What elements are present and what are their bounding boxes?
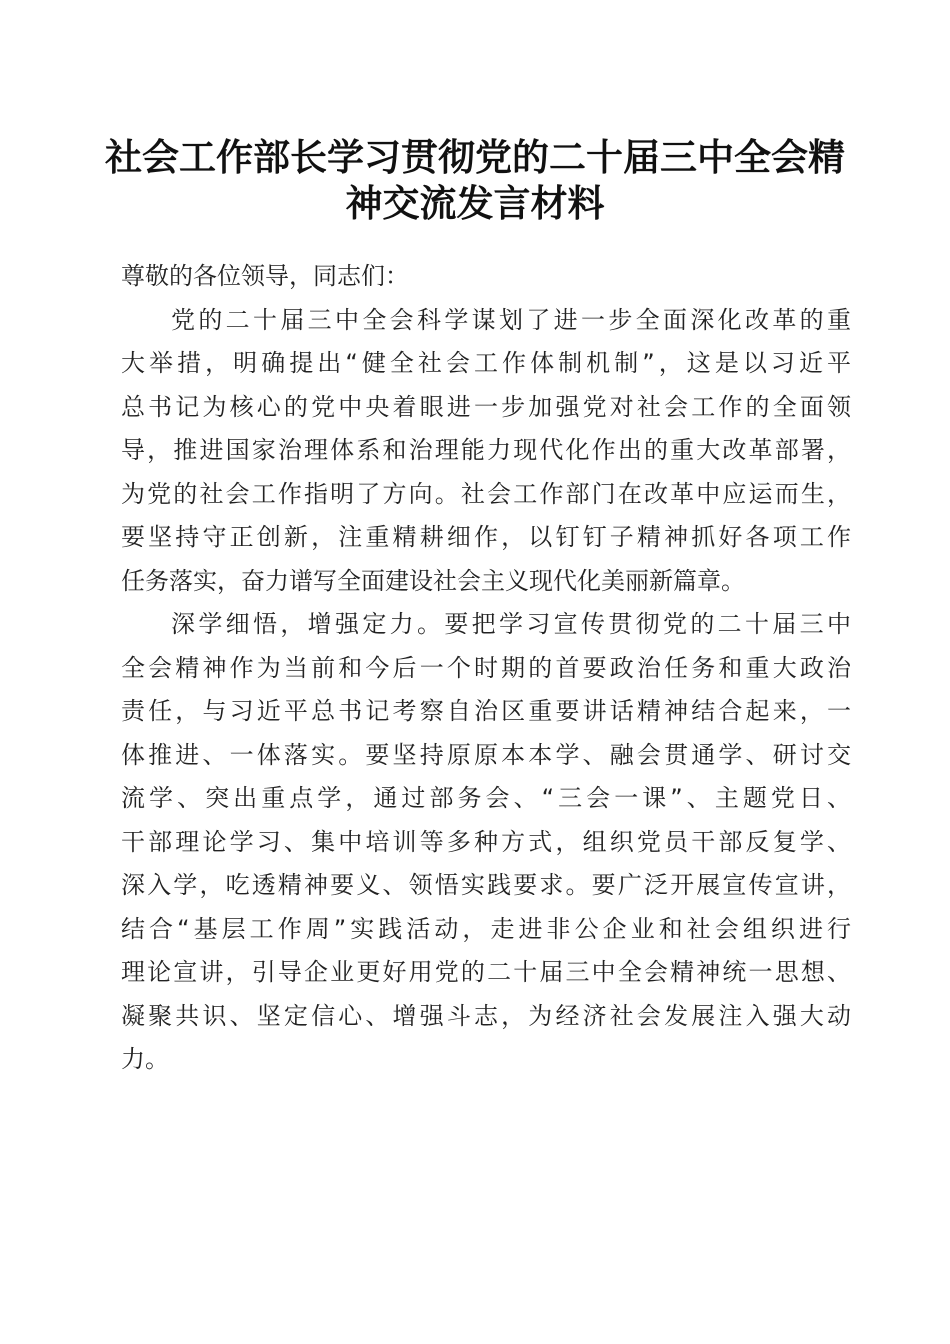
title-line-2: 神交流发言材料	[345, 181, 605, 225]
paragraph-line: 结合“基层工作周”实践活动，走进非公企业和社会组织进行	[121, 914, 851, 943]
paragraph-line: 深入学，吃透精神要义、领悟实践要求。要广泛开展宣传宣讲，	[121, 871, 851, 899]
paragraph-line: 深学细悟，增强定力。要把学习宣传贯彻党的二十届三中	[171, 610, 851, 638]
paragraph-2	[121, 603, 851, 1082]
paragraph-line: 要坚持守正创新，注重精耕细作，以钉钉子精神抓好各项工作	[121, 523, 851, 551]
paragraph-line: 体推进、一体落实。要坚持原原本本学、融会贯通学、研讨交	[121, 740, 851, 769]
paragraph-line: 全会精神作为当前和今后一个时期的首要政治任务和重大政治	[121, 653, 851, 682]
document-body	[121, 255, 851, 1082]
paragraph-line: 理论宣讲，引导企业更好用党的二十届三中全会精神统一思想、	[121, 958, 851, 986]
paragraph-1	[121, 299, 851, 604]
document-title	[100, 134, 850, 226]
paragraph-line: 总书记为核心的党中央着眼进一步加强党对社会工作的全面领	[121, 392, 851, 421]
paragraph-line: 大举措，明确提出“健全社会工作体制机制”，这是以习近平	[121, 349, 851, 377]
paragraph-line: 干部理论学习、集中培训等多种方式，组织党员干部反复学、	[121, 827, 851, 856]
paragraph-line: 凝聚共识、坚定信心、增强斗志，为经济社会发展注入强大动	[121, 1001, 851, 1030]
title-line-1: 社会工作部长学习贯彻党的二十届三中全会精	[105, 135, 845, 179]
paragraph-line: 流学、突出重点学，通过部务会、“三会一课”、主题党日、	[121, 784, 851, 812]
paragraph-line: 为党的社会工作指明了方向。社会工作部门在改革中应运而生，	[121, 479, 851, 508]
paragraph-line: 责任，与习近平总书记考察自治区重要讲话精神结合起来，一	[121, 697, 851, 725]
paragraph-line: 任务落实，奋力谱写全面建设社会主义现代化美丽新篇章。	[121, 566, 745, 595]
paragraph-line: 党的二十届三中全会科学谋划了进一步全面深化改革的重	[171, 305, 851, 334]
salutation: 尊敬的各位领导，同志们：	[121, 262, 409, 290]
paragraph-line: 力。	[121, 1045, 169, 1073]
paragraph-line: 导，推进国家治理体系和治理能力现代化作出的重大改革部署，	[121, 436, 851, 464]
